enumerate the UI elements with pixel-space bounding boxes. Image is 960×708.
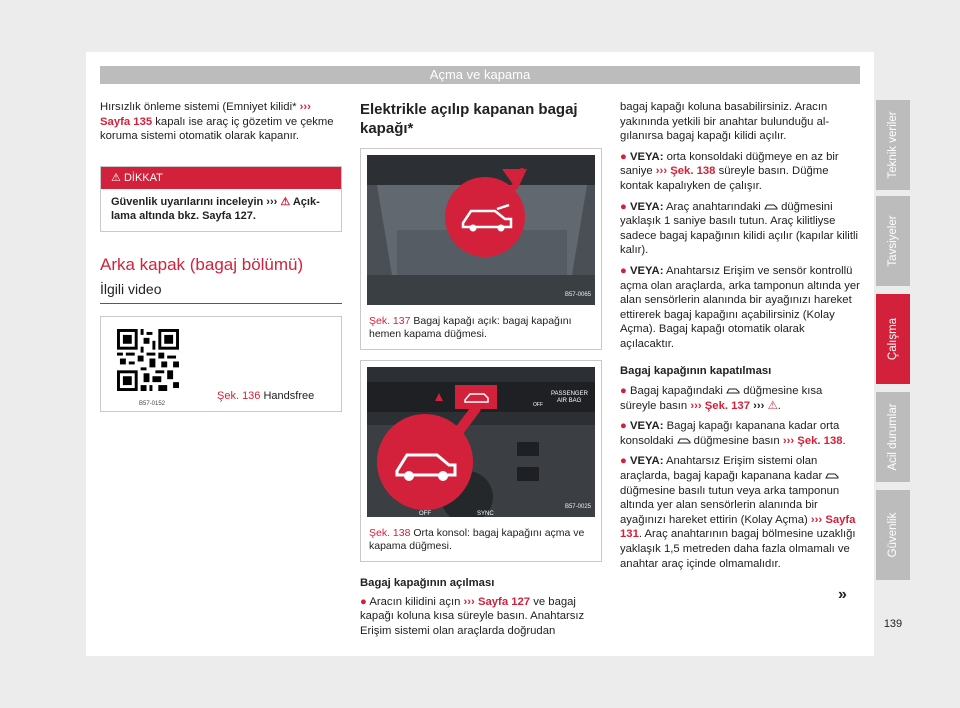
open-paragraph — [360, 595, 602, 639]
option-label: VEYA: — [629, 455, 664, 468]
tab-guvenlik[interactable] — [876, 490, 910, 580]
figure-138-ref: Şek. 138 — [369, 527, 411, 539]
car-trunk-icon — [825, 472, 839, 480]
period: . — [777, 399, 781, 412]
bullet-icon: ● — [620, 455, 627, 468]
figure-138-caption-text: Orta konsol: bagaj kapağını açma ve kapama düğmesi. — [369, 527, 585, 552]
video-subtitle: İlgili video — [100, 281, 162, 298]
open-option-3 — [620, 264, 860, 352]
option-text: Bagaj kapağındaki — [629, 385, 727, 398]
option-label: VEYA: — [629, 200, 664, 213]
warning-body — [101, 189, 341, 231]
figure-138-code: B57-0025 — [564, 504, 591, 511]
tab-label: Çalışma — [887, 317, 899, 361]
figure-137 — [360, 148, 602, 350]
option-text-3: . Araç anahtarının bagaj bölmesine uzaklığı yaklaşık 1,5 metreden daha fazla olmamalı ve anahtar araç içinde olmamalıdır. — [620, 528, 856, 570]
c3-intro: bagaj kapağı koluna basabilirsiniz. Aracın yakınında yetkili bir anahtar bulunduğu algılanırsa bagaj kapağı kilidi açılır. — [620, 101, 830, 143]
option-text-2: düğmesine basın — [690, 434, 783, 447]
warning-text: Güvenlik uyarılarını inceleyin ››› — [111, 195, 281, 208]
intro-text-2: kapalı ise araç iç gözetim ve çekme koruma sistemi otomatik olarak kapanır. — [100, 115, 334, 143]
tab-acil-durumlar[interactable] — [876, 392, 910, 482]
option-text-2: düğmesine basılı tutun veya arka tamponun altında yer alan sensörlerin alanında bir ayağınızı hareket ettirin (Kolay Açma) — [620, 484, 840, 526]
figure-137-code: B57-0065 — [564, 292, 591, 299]
bullet-icon: ● — [620, 150, 627, 163]
trunk-photo-icon — [367, 155, 595, 305]
divider — [100, 303, 342, 304]
figure-137-caption — [361, 311, 601, 349]
option-text: Araç anahtarındaki — [663, 200, 764, 213]
open-link[interactable]: ››› Sayfa 127 — [463, 595, 531, 608]
column-1 — [100, 100, 342, 412]
warning-triangle-icon[interactable]: ⚠ — [767, 399, 778, 412]
page-number: 139 — [883, 618, 903, 630]
tab-label: Teknik veriler — [887, 111, 899, 179]
period: . — [842, 434, 846, 447]
close-option-1 — [620, 384, 860, 413]
tab-label: Tavsiyeler — [887, 215, 899, 267]
page-header — [100, 66, 860, 84]
warning-header — [101, 167, 341, 189]
qr-code-label: B57-0152 — [139, 400, 166, 407]
option-label: VEYA: — [629, 150, 664, 163]
open-option-2 — [620, 200, 860, 258]
open-title: Bagaj kapağının açılması — [360, 577, 495, 589]
close-option-2 — [620, 419, 860, 448]
option-label: VEYA: — [629, 264, 664, 277]
column-2-title: Elektrikle açılıp kapanan bagaj kapağı* — [360, 101, 578, 137]
passenger-label: PASSENGER — [551, 391, 588, 397]
bullet-icon: ● — [620, 385, 627, 398]
car-trunk-icon — [764, 203, 778, 211]
airbag-off-label: OFF — [533, 402, 543, 408]
option-text-2: süreyle basın. Düğme kontak kapalıyken de çalışır. — [620, 165, 829, 192]
bullet-icon: ● — [620, 420, 627, 433]
option-label: VEYA: — [629, 420, 664, 433]
tab-teknik-veriler[interactable] — [876, 100, 910, 190]
bullet-icon: ● — [620, 200, 627, 213]
open-text: Aracın kilidini açın — [369, 595, 464, 608]
figure-137-ref: Şek. 137 — [369, 315, 411, 327]
intro-paragraph — [100, 100, 342, 144]
sync-label: SYNC — [477, 511, 494, 517]
continue-arrow-icon: » — [838, 586, 847, 603]
video-box[interactable] — [100, 316, 342, 412]
option-text-2: düğmesine kısa süreyle basın — [620, 385, 823, 412]
figure-138 — [360, 360, 602, 562]
column-3 — [620, 100, 860, 571]
tab-label: Acil durumlar — [887, 403, 899, 471]
close-title: Bagaj kapağının kapatılması — [620, 364, 772, 377]
option-text: orta konsoldaki düğmeye en az bir saniye — [620, 150, 839, 178]
off-label: OFF — [419, 511, 431, 517]
column-2 — [360, 100, 602, 638]
warning-text-2: Açıklama altında bkz. Sayfa 127. — [111, 195, 320, 222]
close-option-3 — [620, 454, 860, 571]
bullet-icon: ● — [360, 595, 367, 608]
open-text-2: ve bagaj kapağı koluna kısa süreyle basın. Anahtarsız Erişim sistemi olan araçlarda doğrudan — [360, 595, 585, 637]
figure-138-caption — [361, 523, 601, 561]
video-caption — [217, 389, 314, 404]
page-131-link[interactable]: ››› Sayfa 131 — [620, 513, 856, 541]
console-photo-icon — [367, 367, 595, 517]
option-text-2: düğmesini yaklaşık 1 saniye basılı tutun. Araç kilitliyse sadece bagaj kapağının kilidi açılır (kapılar kilitli kalır). — [620, 200, 858, 257]
video-caption-ref[interactable]: Şek. 136 — [217, 389, 261, 402]
tab-label: Güvenlik — [887, 512, 899, 558]
option-text: Anahtarsız Erişim ve sensör kontrollü açma olan araçlarda, arka tamponun altında yer alan sensörlerin alanında bir ayağınızı hareket ettirerek bagaj kapağını açabilirsiniz (Kolay Açma). Bagaj kapağı otomatik olarak açılacaktır. — [620, 264, 860, 350]
airbag-label: AIR BAG — [557, 398, 582, 404]
option-text: Anahtarsız Erişim sistemi olan araçlarda, bagaj kapağı kapanana kadar — [620, 455, 826, 483]
warning-title: DİKKAT — [123, 171, 163, 184]
option-text: Bagaj kapağı kapanana kadar orta konsoldaki — [620, 420, 840, 447]
header-title: Açma ve kapama — [429, 67, 531, 82]
tab-tavsiyeler[interactable] — [876, 196, 910, 286]
bullet-icon: ● — [620, 264, 627, 277]
figure-137-caption-text: Bagaj kapağı açık: bagaj kapağını hemen kapama düğmesi. — [369, 315, 572, 340]
figure-137-image — [367, 155, 595, 305]
warning-inline-icon: ⚠ — [280, 195, 291, 208]
open-option-1 — [620, 150, 860, 194]
section-title: Arka kapak (bagaj bölümü) — [100, 254, 304, 274]
intro-link[interactable]: ››› Sayfa 135 — [100, 101, 311, 128]
figure-137-link[interactable]: ››› Şek. 137 — [690, 399, 750, 412]
figure-138-image — [367, 367, 595, 517]
tab-calisma[interactable] — [876, 294, 910, 384]
warning-triangle-icon: ⚠ — [111, 171, 121, 184]
figure-138-link[interactable]: ››› Şek. 138 — [782, 434, 843, 447]
car-trunk-icon — [726, 387, 740, 395]
car-trunk-icon — [677, 437, 691, 445]
qr-code-icon[interactable] — [109, 325, 189, 405]
video-caption-text: Handsfree — [260, 389, 315, 402]
intro-text: Hırsızlık önleme sistemi (Emniyet kilidi* — [100, 101, 297, 113]
warning-box — [100, 166, 342, 232]
figure-138-link[interactable]: ››› Şek. 138 — [655, 165, 716, 178]
arrow-ref: ››› — [750, 399, 768, 412]
